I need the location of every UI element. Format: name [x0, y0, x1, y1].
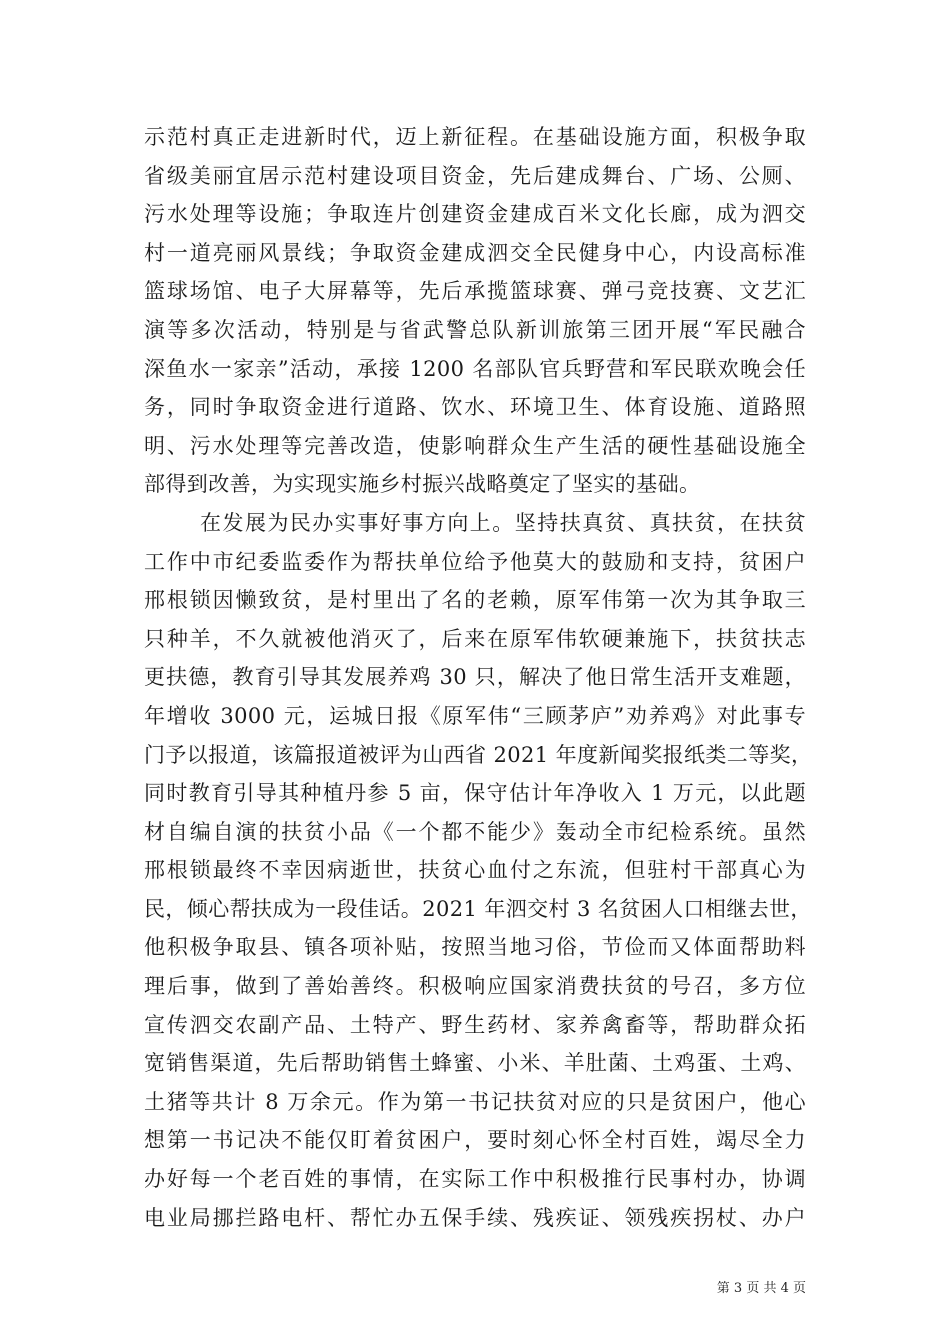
text-line: 篮球场馆、电子大屏幕等，先后承揽篮球赛、弹弓竞技赛、文艺汇 — [144, 279, 806, 304]
text-line: 邢根锁最终不幸因病逝世，扶贫心血付之东流，但驻村干部真心为 — [144, 858, 806, 883]
paragraph-poverty-alleviation — [144, 504, 813, 1237]
text-line: 同时教育引导其种植丹参 5 亩，保守估计年净收入 1 万元，以此题 — [144, 781, 806, 806]
text-line: 明、污水处理等完善改造，使影响群众生产生活的硬性基础设施全 — [144, 433, 806, 458]
text-line: 门予以报道，该篇报道被评为山西省 2021 年度新闻奖报纸类二等奖， — [144, 742, 813, 767]
text-line: 宽销售渠道，先后帮助销售土蜂蜜、小米、羊肚菌、土鸡蛋、土鸡、 — [144, 1051, 806, 1076]
text-line: 邢根锁因懒致贫，是村里出了名的老赖，原军伟第一次为其争取三 — [144, 588, 806, 613]
text-line: 理后事，做到了善始善终。积极响应国家消费扶贫的号召，多方位 — [144, 974, 806, 999]
text-line: 年增收 3000 元，运城日报《原军伟“三顾茅庐”劝养鸡》对此事专 — [144, 703, 806, 728]
text-line: 只种羊，不久就被他消灭了，后来在原军伟软硬兼施下，扶贫扶志 — [144, 626, 806, 651]
text-line: 更扶德，教育引导其发展养鸡 30 只，解决了他日常生活开支难题， — [144, 665, 806, 690]
text-line: 他积极争取县、镇各项补贴，按照当地习俗，节俭而又体面帮助料 — [144, 935, 806, 960]
text-line: 宣传泗交农副产品、土特产、野生药材、家养禽畜等，帮助群众拓 — [144, 1012, 806, 1037]
text-line: 示范村真正走进新时代，迈上新征程。在基础设施方面，积极争取 — [144, 125, 806, 149]
text-line: 村一道亮丽风景线；争取资金建成泗交全民健身中心，内设高标准 — [144, 240, 806, 265]
text-line: 办好每一个老百姓的事情，在实际工作中积极推行民事村办，协调 — [144, 1167, 806, 1192]
text-line-indented: 在发展为民办实事好事方向上。坚持扶真贫、真扶贫，在扶贫 — [200, 510, 806, 535]
text-line: 演等多次活动，特别是与省武警总队新训旅第三团开展“军民融合 — [144, 317, 806, 342]
body-text — [144, 118, 813, 1237]
text-line: 民，倾心帮扶成为一段佳话。2021 年泗交村 3 名贫困人口相继去世， — [144, 896, 812, 921]
text-line: 深鱼水一家亲”活动，承接 1200 名部队官兵野营和军民联欢晚会任 — [144, 356, 806, 381]
text-line: 材自编自演的扶贫小品《一个都不能少》轰动全市纪检系统。虽然 — [144, 819, 806, 844]
text-line: 电业局挪拦路电杆、帮忙办五保手续、残疾证、领残疾拐杖、办户 — [144, 1205, 806, 1230]
text-line: 省级美丽宜居示范村建设项目资金，先后建成舞台、广场、公厕、 — [144, 163, 806, 188]
text-line: 污水处理等设施；争取连片创建资金建成百米文化长廊，成为泗交 — [144, 202, 806, 227]
text-line: 土猪等共计 8 万余元。作为第一书记扶贫对应的只是贫困户，他心 — [144, 1089, 806, 1114]
text-line: 务，同时争取资金进行道路、饮水、环境卫生、体育设施、道路照 — [144, 395, 806, 420]
text-line: 想第一书记决不能仅盯着贫困户，要时刻心怀全村百姓，竭尽全力 — [144, 1128, 806, 1153]
text-line: 部得到改善，为实现实施乡村振兴战略奠定了坚实的基础。 — [144, 472, 701, 497]
page-number: 第 3 页 共 4 页 — [716, 1281, 806, 1296]
paragraph-infrastructure — [144, 118, 806, 504]
text-line: 工作中市纪委监委作为帮扶单位给予他莫大的鼓励和支持，贫困户 — [144, 549, 806, 574]
